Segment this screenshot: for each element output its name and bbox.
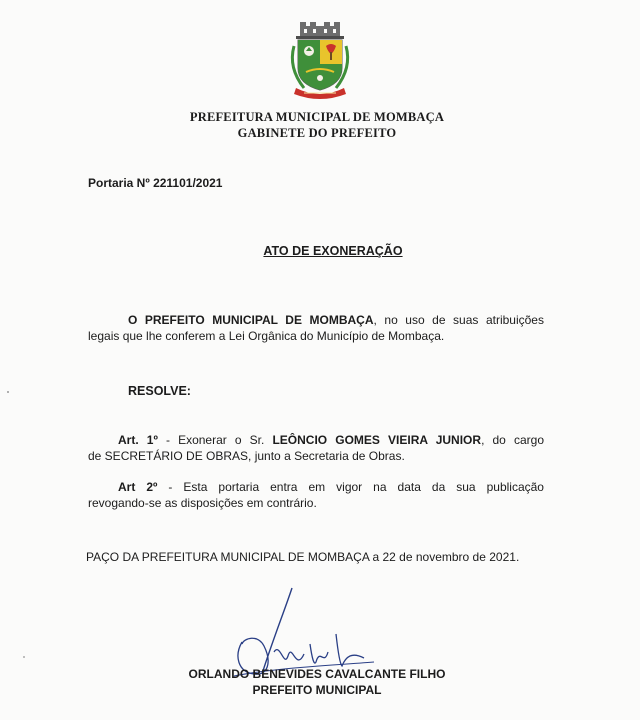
article-1-line2: de SECRETÁRIO DE OBRAS, junto a Secretaria de Obras. bbox=[88, 449, 405, 463]
intro-paragraph bbox=[88, 312, 544, 344]
intro-line2-text: legais que lhe conferem a Lei Orgânica do Município de Mombaça. bbox=[88, 329, 445, 343]
authority-name: O PREFEITO MUNICIPAL DE MOMBAÇA bbox=[128, 313, 374, 327]
article-2-label: Art 2º bbox=[118, 480, 158, 494]
document-title: ATO DE EXONERAÇÃO bbox=[263, 244, 403, 258]
article-1 bbox=[88, 432, 544, 464]
article-1-label: Art. 1º bbox=[118, 433, 158, 447]
article-1-text: - Exonerar o Sr. bbox=[157, 433, 273, 447]
article-1-line1-end: , do cargo bbox=[481, 433, 544, 447]
closing-statement: PAÇO DA PREFEITURA MUNICIPAL DE MOMBAÇA a 22 de novembro de 2021. bbox=[86, 550, 520, 564]
municipal-coat-of-arms bbox=[286, 22, 354, 102]
article-2-line2: revogando-se as disposições em contrário. bbox=[88, 496, 317, 510]
header-office: GABINETE DO PREFEITO bbox=[237, 126, 397, 140]
header-municipality: PREFEITURA MUNICIPAL DE MOMBAÇA bbox=[189, 110, 445, 124]
signer-name: ORLANDO BENEVIDES CAVALCANTE FILHO bbox=[188, 667, 446, 681]
exonerated-person-name: LEÔNCIO GOMES VIEIRA JUNIOR bbox=[272, 433, 482, 447]
intro-line1-text: , no uso de suas atribuições bbox=[373, 313, 544, 327]
signer-role: PREFEITO MUNICIPAL bbox=[252, 683, 382, 697]
article-2-text: - Esta portaria entra em vigor na data da sua publicação bbox=[157, 480, 544, 494]
article-2 bbox=[88, 479, 544, 511]
resolve-heading: RESOLVE: bbox=[128, 384, 191, 398]
portaria-number: Portaria Nº 221101/2021 bbox=[88, 176, 223, 190]
